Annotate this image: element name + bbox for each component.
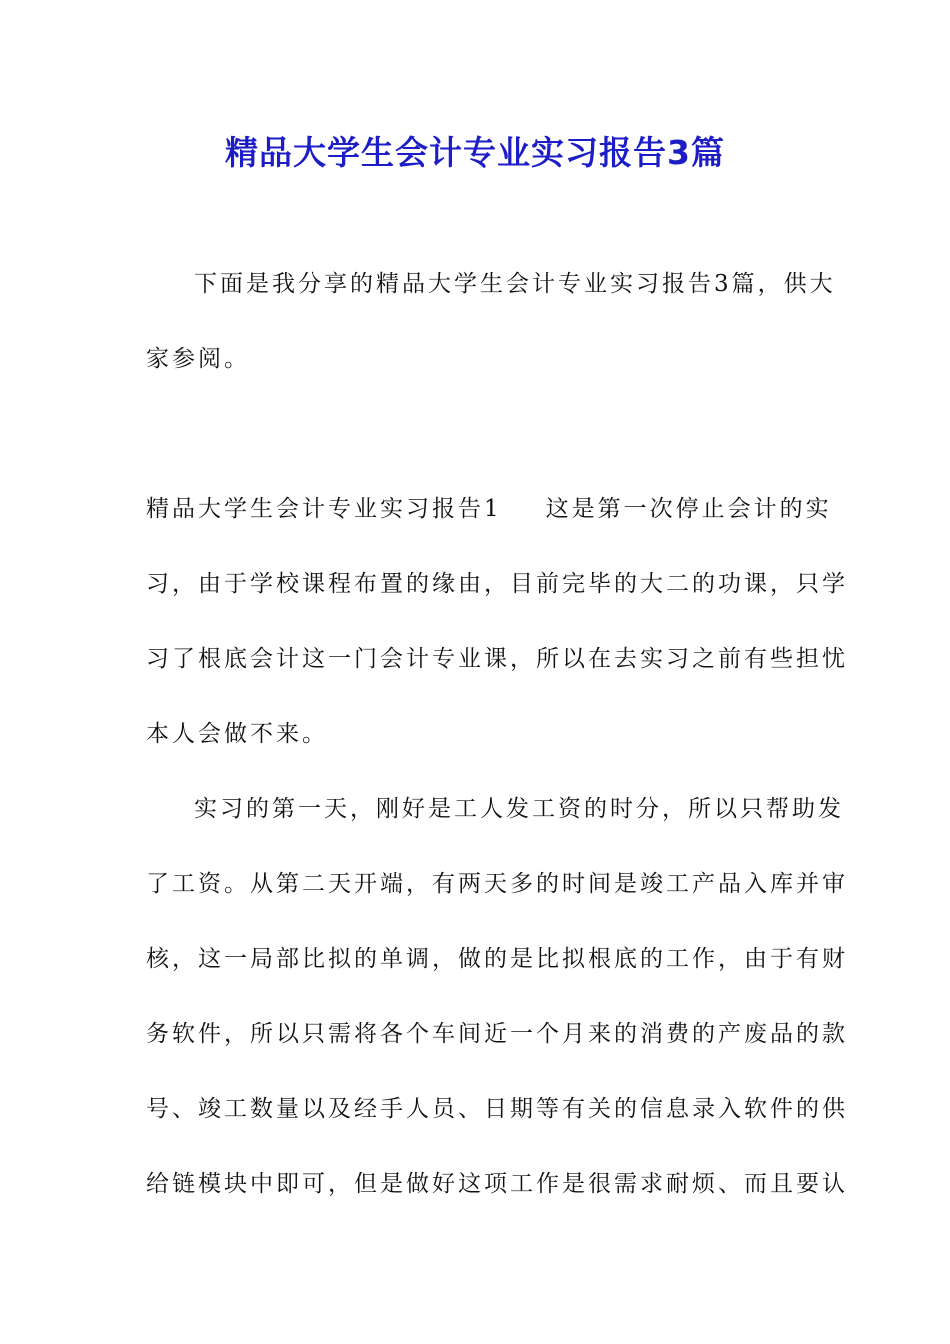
section1-line-1-text: 这是第一次停止会计的实 xyxy=(545,496,832,522)
section1-line-1 xyxy=(146,491,832,527)
paragraph2-line-2: 了工资。从第二天开端，有两天多的时间是竣工产品入库并审 xyxy=(146,871,848,897)
section1-line-3: 习了根底会计这一门会计专业课，所以在去实习之前有些担忧 xyxy=(146,646,848,672)
paragraph2-line-4: 务软件，所以只需将各个车间近一个月来的消费的产废品的款 xyxy=(146,1021,848,1047)
section1-line-4: 本人会做不来。 xyxy=(146,721,328,747)
paragraph2-line-5: 号、竣工数量以及经手人员、日期等有关的信息录入软件的供 xyxy=(146,1096,848,1122)
paragraph2-line-1: 实习的第一天，刚好是工人发工资的时分，所以只帮助发 xyxy=(194,796,844,822)
section1-line-2: 习，由于学校课程布置的缘由，目前完毕的大二的功课，只学 xyxy=(146,571,848,597)
paragraph2-line-6: 给链模块中即可，但是做好这项工作是很需求耐烦、而且要认 xyxy=(146,1171,848,1197)
document-title: 精品大学生会计专业实习报告3篇 xyxy=(225,133,725,172)
intro-line-2: 家参阅。 xyxy=(146,346,250,372)
paragraph2-line-3: 核，这一局部比拟的单调，做的是比拟根底的工作，由于有财 xyxy=(146,946,848,972)
section-heading: 精品大学生会计专业实习报告1 xyxy=(146,496,502,522)
intro-line-1: 下面是我分享的精品大学生会计专业实习报告3篇，供大 xyxy=(194,271,836,297)
